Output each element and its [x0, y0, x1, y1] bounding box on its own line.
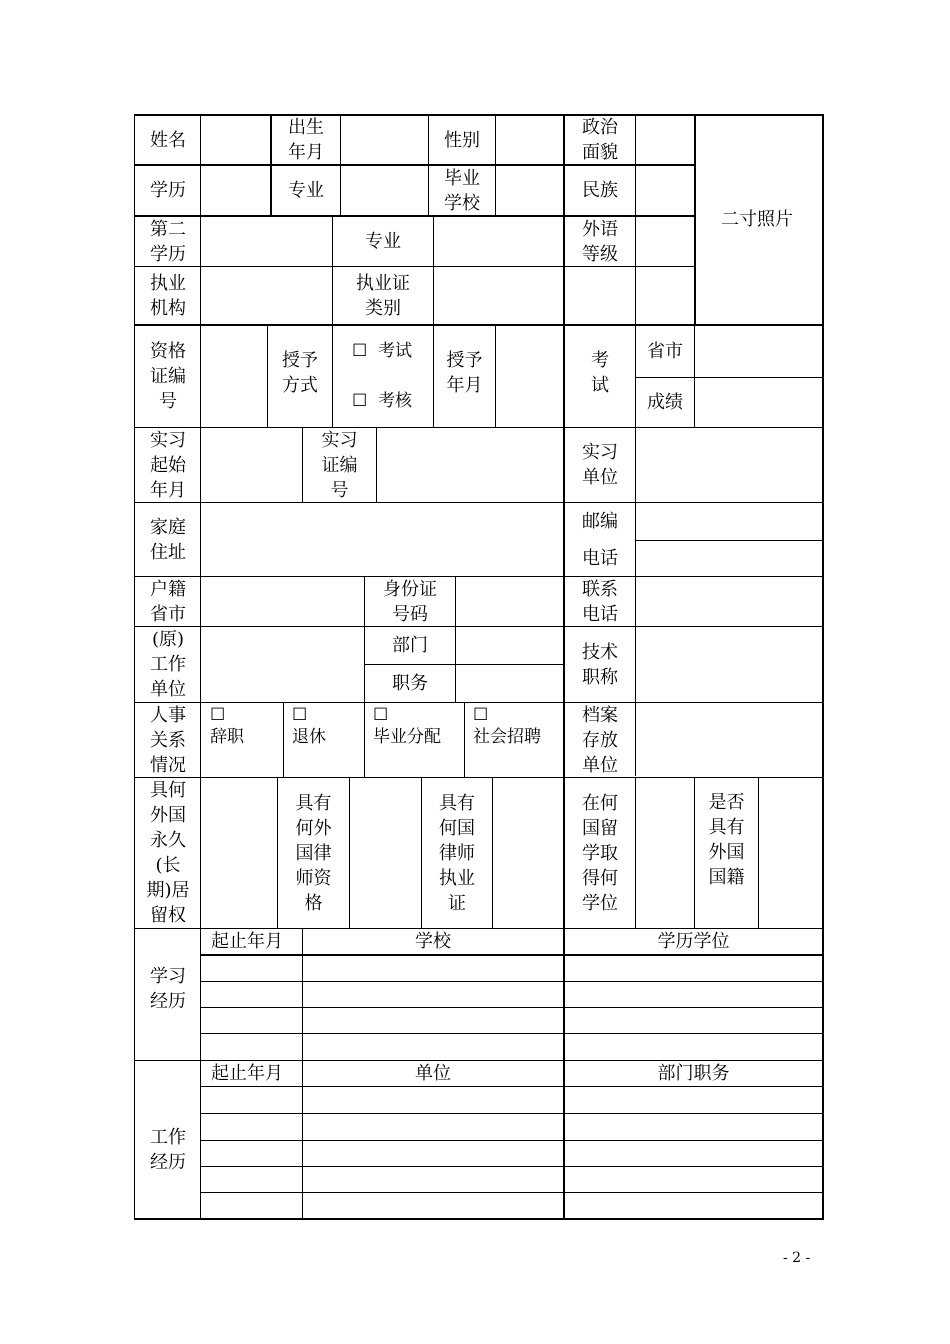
work-header-period: 起止年月	[211, 1063, 283, 1084]
label-department: 部门	[392, 635, 428, 656]
label-exam: 考 试	[591, 349, 609, 396]
personnel-option-retire[interactable]: ☐ 退休	[292, 705, 326, 747]
personnel-option-social-hire[interactable]: ☐ 社会招聘	[473, 705, 541, 747]
study-header-period: 起止年月	[211, 931, 283, 952]
province-field[interactable]	[695, 326, 822, 377]
label-contact-phone: 联系 电话	[582, 578, 618, 625]
table-row[interactable]	[201, 1167, 822, 1192]
label-foreign-lawyer-cert: 具有 何国 律师 执业 证	[439, 792, 475, 914]
work-header-unit: 单位	[415, 1063, 451, 1084]
table-row[interactable]	[201, 1193, 822, 1218]
school-field[interactable]	[496, 166, 563, 215]
orig-unit-field[interactable]	[201, 627, 364, 702]
foreign-nationality-field[interactable]	[759, 778, 822, 928]
label-foreign-nationality: 是否 具有 外国 国籍	[708, 792, 745, 888]
department-field[interactable]	[456, 627, 563, 664]
checkbox-icon: ☐	[352, 391, 368, 411]
major-field[interactable]	[341, 166, 428, 215]
label-grant-method: 授予 方式	[282, 349, 318, 396]
name-field[interactable]	[201, 116, 270, 164]
foreign-residence-field[interactable]	[201, 778, 277, 928]
study-header-degree: 学历学位	[657, 931, 730, 952]
second-degree-field[interactable]	[201, 217, 332, 266]
label-orig-unit: (原) 工作 单位	[150, 629, 186, 700]
label-foreign-residence: 具何 外国 永久 (长 期)居 留权	[146, 780, 190, 926]
label-score: 成绩	[647, 392, 683, 413]
personnel-option-resign[interactable]: ☐ 辞职	[210, 705, 244, 747]
label-position: 职务	[392, 673, 428, 694]
label-personnel: 人事 关系 情况	[150, 704, 186, 776]
intern-cert-field[interactable]	[377, 428, 563, 502]
label-grant-date: 授予 年月	[446, 349, 483, 396]
table-row[interactable]	[201, 1087, 822, 1113]
label-political: 政治 面貌	[582, 117, 618, 163]
table-row[interactable]	[201, 956, 822, 981]
intern-unit-field[interactable]	[636, 428, 822, 502]
home-address-field[interactable]	[201, 503, 563, 576]
label-phone: 电话	[582, 548, 618, 569]
license-type-field[interactable]	[434, 267, 694, 324]
label-tech-title: 技术 职称	[582, 641, 618, 688]
label-id-no: 身份证 号码	[383, 578, 437, 625]
label-education: 学历	[150, 180, 186, 201]
gender-field[interactable]	[496, 116, 563, 164]
label-qual-no: 资格 证编 号	[150, 341, 186, 412]
intern-start-field[interactable]	[201, 428, 302, 502]
label-archive: 档案 存放 单位	[582, 704, 618, 776]
checkbox-icon: ☐	[373, 705, 389, 725]
position-field[interactable]	[456, 665, 563, 702]
tech-title-field[interactable]	[636, 627, 822, 702]
id-no-field[interactable]	[456, 577, 563, 626]
checkbox-icon: ☐	[292, 705, 308, 725]
table-row[interactable]	[201, 1034, 822, 1060]
label-hukou: 户籍 省市	[150, 578, 186, 625]
label-province: 省市	[647, 341, 683, 362]
label-practice-org: 执业 机构	[150, 272, 186, 319]
label-school: 毕业 学校	[444, 167, 480, 214]
label-foreign-lang: 外语 等级	[582, 218, 618, 265]
foreign-degree-field[interactable]	[636, 778, 694, 928]
qual-no-field[interactable]	[201, 326, 267, 427]
label-foreign-lawyer-qual: 具有 何外 国律 师资 格	[295, 792, 332, 914]
postcode-field[interactable]	[636, 503, 822, 540]
practice-org-field[interactable]	[201, 267, 332, 324]
table-row[interactable]	[201, 1114, 822, 1140]
label-birth: 出生 年月	[288, 117, 324, 163]
hukou-field[interactable]	[201, 577, 364, 626]
label-home-address: 家庭 住址	[150, 516, 186, 563]
photo-placeholder: 二寸照片	[721, 209, 793, 230]
label-major2: 专业	[365, 231, 401, 252]
birth-field[interactable]	[341, 116, 428, 164]
checkbox-icon: ☐	[473, 705, 489, 725]
education-field[interactable]	[201, 166, 270, 215]
label-license-type: 执业证 类别	[356, 272, 410, 319]
label-second-degree: 第二 学历	[150, 218, 186, 265]
ethnicity-field[interactable]	[636, 166, 694, 215]
phone-field[interactable]	[636, 541, 822, 576]
label-major: 专业	[288, 180, 324, 201]
label-postcode: 邮编	[582, 511, 618, 532]
label-work-history: 工作 经历	[150, 1126, 186, 1173]
personnel-option-graduate[interactable]: ☐ 毕业分配	[373, 705, 441, 747]
work-header-dept-position: 部门职务	[657, 1063, 730, 1084]
contact-phone-field[interactable]	[636, 577, 822, 626]
page-number: - 2 -	[783, 1250, 811, 1266]
study-header-school: 学校	[415, 931, 451, 952]
table-row[interactable]	[201, 1008, 822, 1033]
score-field[interactable]	[695, 378, 822, 427]
checkbox-icon: ☐	[352, 341, 368, 361]
label-name: 姓名	[150, 129, 186, 151]
label-intern-cert: 实习 证编 号	[321, 429, 358, 501]
table-row[interactable]	[201, 1141, 822, 1166]
label-ethnicity: 民族	[582, 180, 618, 201]
grant-date-field[interactable]	[496, 326, 563, 427]
political-field[interactable]	[636, 116, 694, 164]
label-intern-start: 实习 起始 年月	[150, 429, 186, 501]
table-row[interactable]	[201, 982, 822, 1007]
foreign-lang-field[interactable]	[636, 217, 694, 266]
label-foreign-degree: 在何 国留 学取 得何 学位	[582, 792, 618, 914]
major2-field[interactable]	[434, 217, 563, 266]
grant-option-assess[interactable]: ☐ 考核	[352, 391, 413, 411]
label-study-history: 学习 经历	[150, 965, 186, 1012]
foreign-lawyer-qual-field[interactable]	[350, 778, 421, 928]
label-intern-unit: 实习 单位	[582, 442, 618, 488]
checkbox-icon: ☐	[210, 705, 226, 725]
grant-option-exam[interactable]: ☐ 考试	[352, 341, 413, 361]
archive-field[interactable]	[636, 703, 822, 777]
label-gender: 性别	[444, 129, 480, 151]
foreign-lawyer-cert-field[interactable]	[493, 778, 563, 928]
